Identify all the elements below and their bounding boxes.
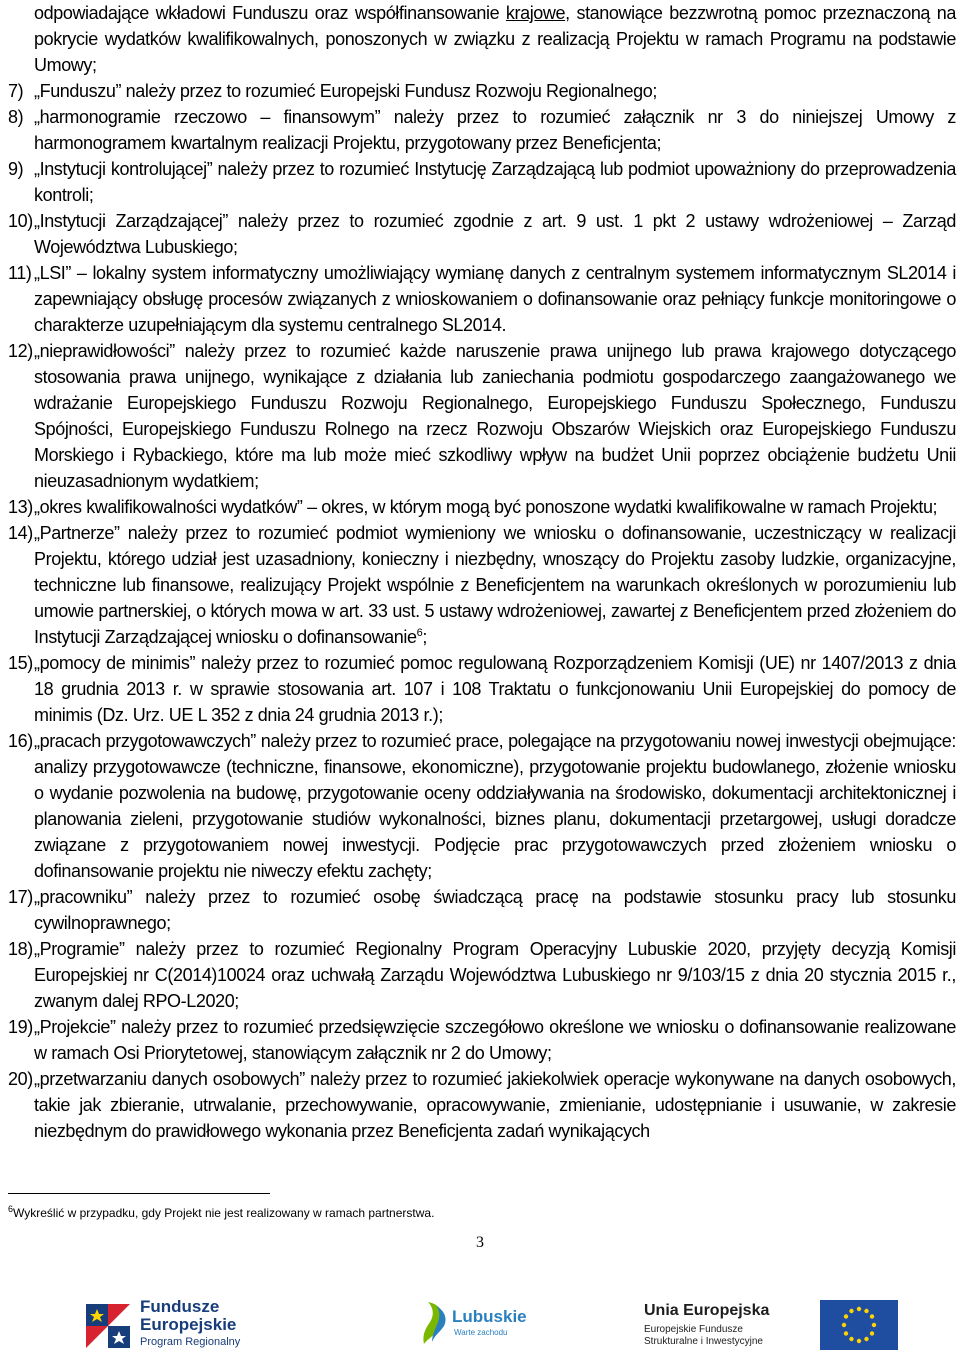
- item-number: 20): [8, 1069, 33, 1089]
- footnote-reference[interactable]: 6: [416, 627, 423, 639]
- ue-logo-line3: Strukturalne i Inwestycyjne: [644, 1336, 763, 1347]
- intro-text-after: , stanowiące bezzwrotną pomoc przeznaczoną na pokrycie wydatków kwalifikowalnych, ponoszonych w związku z realizacją Projektu w ramach Programu na podstawie Umowy;: [34, 3, 956, 75]
- item-number: 15): [8, 653, 33, 673]
- definition-item-18: [8, 936, 956, 1014]
- intro-text-before: odpowiadające wkładowi Funduszu oraz współfinansowanie: [34, 3, 506, 23]
- definition-item-14: [8, 520, 956, 650]
- intro-underlined-word: krajowe: [505, 3, 566, 23]
- item-text: „nieprawidłowości” należy przez to rozumieć każde naruszenie prawa unijnego lub prawa krajowego dotyczącego stosowania prawa unijnego, wynikające z działania lub zaniechania podmiotu gospodarczego zaangażowanego we wdrażanie Europejskiego Funduszu Rozwoju Regionalnego, Europejskiego Funduszu Społecznego, Funduszu Spójności, Europejskiego Funduszu Rolnego na rzecz Rozwoju Obszarów Wiejskich oraz Europejskiego Funduszu Morskiego i Rybackiego, które ma lub może mieć szkodliwy wpływ na budżet Unii poprzez obciążenie budżetu Unii nieuzasadnionym wydatkiem;: [34, 341, 956, 491]
- item-number: 18): [8, 939, 33, 959]
- item-number: 14): [8, 523, 33, 543]
- item-number: 11): [8, 263, 32, 283]
- definition-item-11: [8, 260, 956, 338]
- definition-item-9: [8, 156, 956, 208]
- item-text: „pomocy de minimis” należy przez to rozumieć pomoc regulowaną Rozporządzeniem Komisji (UE) nr 1407/2013 z dnia 18 grudnia 2013 r. w sprawie stosowania art. 107 i 108 Traktatu o funkcjonowaniu Unii Europejskiej do pomocy de minimis (Dz. Urz. UE L 352 z dnia 24 grudnia 2013 r.);: [34, 653, 956, 725]
- lubuskie-emblem-icon: [418, 1298, 452, 1346]
- item-text-end: ;: [422, 627, 427, 647]
- definition-item-16: [8, 728, 956, 884]
- item-number: 9): [8, 159, 24, 179]
- lubuskie-logo-name: Lubuskie: [452, 1307, 527, 1326]
- definition-item-13: [8, 494, 956, 520]
- definition-item-19: [8, 1014, 956, 1066]
- item-number: 10): [8, 211, 33, 231]
- fundusze-europejskie-logo: [78, 1294, 268, 1354]
- definition-item-10: [8, 208, 956, 260]
- item-number: 13): [8, 497, 33, 517]
- footnote-text: Wykreślić w przypadku, gdy Projekt nie jest realizowany w ramach partnerstwa.: [13, 1206, 435, 1220]
- item-number: 19): [8, 1017, 33, 1037]
- item-number: 7): [8, 81, 24, 101]
- item-text: „przetwarzaniu danych osobowych” należy przez to rozumieć jakiekolwiek operacje wykonywane na danych osobowych, takie jak zbieranie, utrwalanie, przechowywanie, opracowywanie, zmienianie, udostępnianie i usuwanie, w zakresie niezbędnym do prawidłowego wykonania przez Beneficjenta zadań wynikających: [34, 1069, 956, 1141]
- fe-logo-line1: Fundusze: [140, 1297, 220, 1316]
- lubuskie-logo: [418, 1298, 528, 1348]
- eu-flag-icon: [820, 1300, 898, 1350]
- item-text: „Projekcie” należy przez to rozumieć przedsięwzięcie szczegółowo określone we wniosku o dofinansowanie realizowane w ramach Osi Priorytetowej, stanowiącym załącznik nr 2 do Umowy;: [34, 1017, 956, 1063]
- item-text: „Instytucji kontrolującej” należy przez to rozumieć Instytucję Zarządzającą lub podmiot upoważniony do przeprowadzenia kontroli;: [34, 159, 956, 205]
- item-number: 17): [8, 887, 33, 907]
- footnote: [8, 1205, 908, 1221]
- footnote-separator: [8, 1193, 270, 1194]
- intro-paragraph: [8, 0, 956, 78]
- definition-item-8: [8, 104, 956, 156]
- page-number: 3: [476, 1234, 484, 1251]
- definition-item-7: [8, 78, 956, 104]
- fe-stars-icon: [78, 1298, 134, 1354]
- item-text: „okres kwalifikowalności wydatków” – okres, w którym mogą być ponoszone wydatki kwalifikowalne w ramach Projektu;: [34, 497, 938, 517]
- item-text-main: „Partnerze” należy przez to rozumieć podmiot wymieniony we wniosku o dofinansowanie, uczestniczący w realizacji Projektu, którego udział jest uzasadniony, konieczny i niezbędny, wnoszący do Projektu zasoby ludzkie, organizacyjne, techniczne lub finansowe, realizujący Projekt wspólnie z Beneficjentem na warunkach określonych w porozumieniu lub umowie partnerskiej, o których mowa w art. 33 ust. 5 ustawy wdrożeniowej, zawartej z Beneficjentem przed złożeniem do Instytucji Zarządzającej wniosku o dofinansowanie: [34, 523, 956, 647]
- item-text: [34, 520, 956, 650]
- footnote-mark: 6: [8, 1204, 14, 1214]
- item-text: „Instytucji Zarządzającej” należy przez to rozumieć zgodnie z art. 9 ust. 1 pkt 2 ustawy wdrożeniowej – Zarząd Województwa Lubuskiego;: [34, 211, 956, 257]
- item-number: 16): [8, 731, 33, 751]
- item-text: „LSI” – lokalny system informatyczny umożliwiający wymianę danych z centralnym systemem informatycznym SL2014 i zapewniający obsługę procesów związanych z wnioskowaniem o dofinansowanie oraz pełniący funkcje monitoringowe o charakterze uzupełniającym dla systemu centralnego SL2014.: [34, 263, 956, 335]
- fe-logo-line3: Program Regionalny: [140, 1336, 241, 1348]
- definition-item-17: [8, 884, 956, 936]
- lubuskie-logo-tagline: Warte zachodu: [454, 1328, 508, 1337]
- definition-item-20: [8, 1066, 956, 1144]
- definition-item-12: [8, 338, 956, 494]
- item-number: 8): [8, 107, 24, 127]
- ue-logo-line2: Europejskie Fundusze: [644, 1324, 743, 1335]
- item-text: „Funduszu” należy przez to rozumieć Europejski Fundusz Rozwoju Regionalnego;: [34, 81, 657, 101]
- fe-logo-line2: Europejskie: [140, 1315, 237, 1334]
- item-text: „pracowniku” należy przez to rozumieć osobę świadczącą pracę na podstawie stosunku pracy lub stosunku cywilnoprawnego;: [34, 887, 956, 933]
- document-body: [8, 0, 956, 1144]
- definition-item-15: [8, 650, 956, 728]
- item-text: „pracach przygotowawczych” należy przez to rozumieć prace, polegające na przygotowaniu nowej inwestycji obejmujące: analizy przygotowawcze (techniczne, finansowe, ekonomiczne), przygotowanie projektu budowlanego, złożenie wniosku o wydanie pozwolenia na budowę, przygotowanie oceny oddziaływania na środowisko, dokumentacji architektonicznej i planowania zieleni, przygotowanie studiów wykonalności, biznes planu, dokumentacji przetargowej, usługi doradcze związane z przygotowaniem nowej inwestycji. Podjęcie prac przygotowawczych przed złożeniem wniosku o dofinansowanie projektu nie niweczy efektu zachęty;: [34, 731, 956, 881]
- unia-europejska-logo: [644, 1300, 934, 1350]
- funding-logos-bar: [0, 1284, 960, 1354]
- item-text: „Programie” należy przez to rozumieć Regionalny Program Operacyjny Lubuskie 2020, przyjęty decyzją Komisji Europejskiej nr C(2014)10024 oraz uchwałą Zarządu Województwa Lubuskiego nr 9/103/15 z dnia 20 stycznia 2015 r., zwanym dalej RPO-L2020;: [34, 939, 956, 1011]
- ue-logo-line1: Unia Europejska: [644, 1302, 770, 1319]
- item-number: 12): [8, 341, 33, 361]
- item-text: „harmonogramie rzeczowo – finansowym” należy przez to rozumieć załącznik nr 3 do niniejszej Umowy z harmonogramem kwartalnym realizacji Projektu, przygotowany przez Beneficjenta;: [34, 107, 956, 153]
